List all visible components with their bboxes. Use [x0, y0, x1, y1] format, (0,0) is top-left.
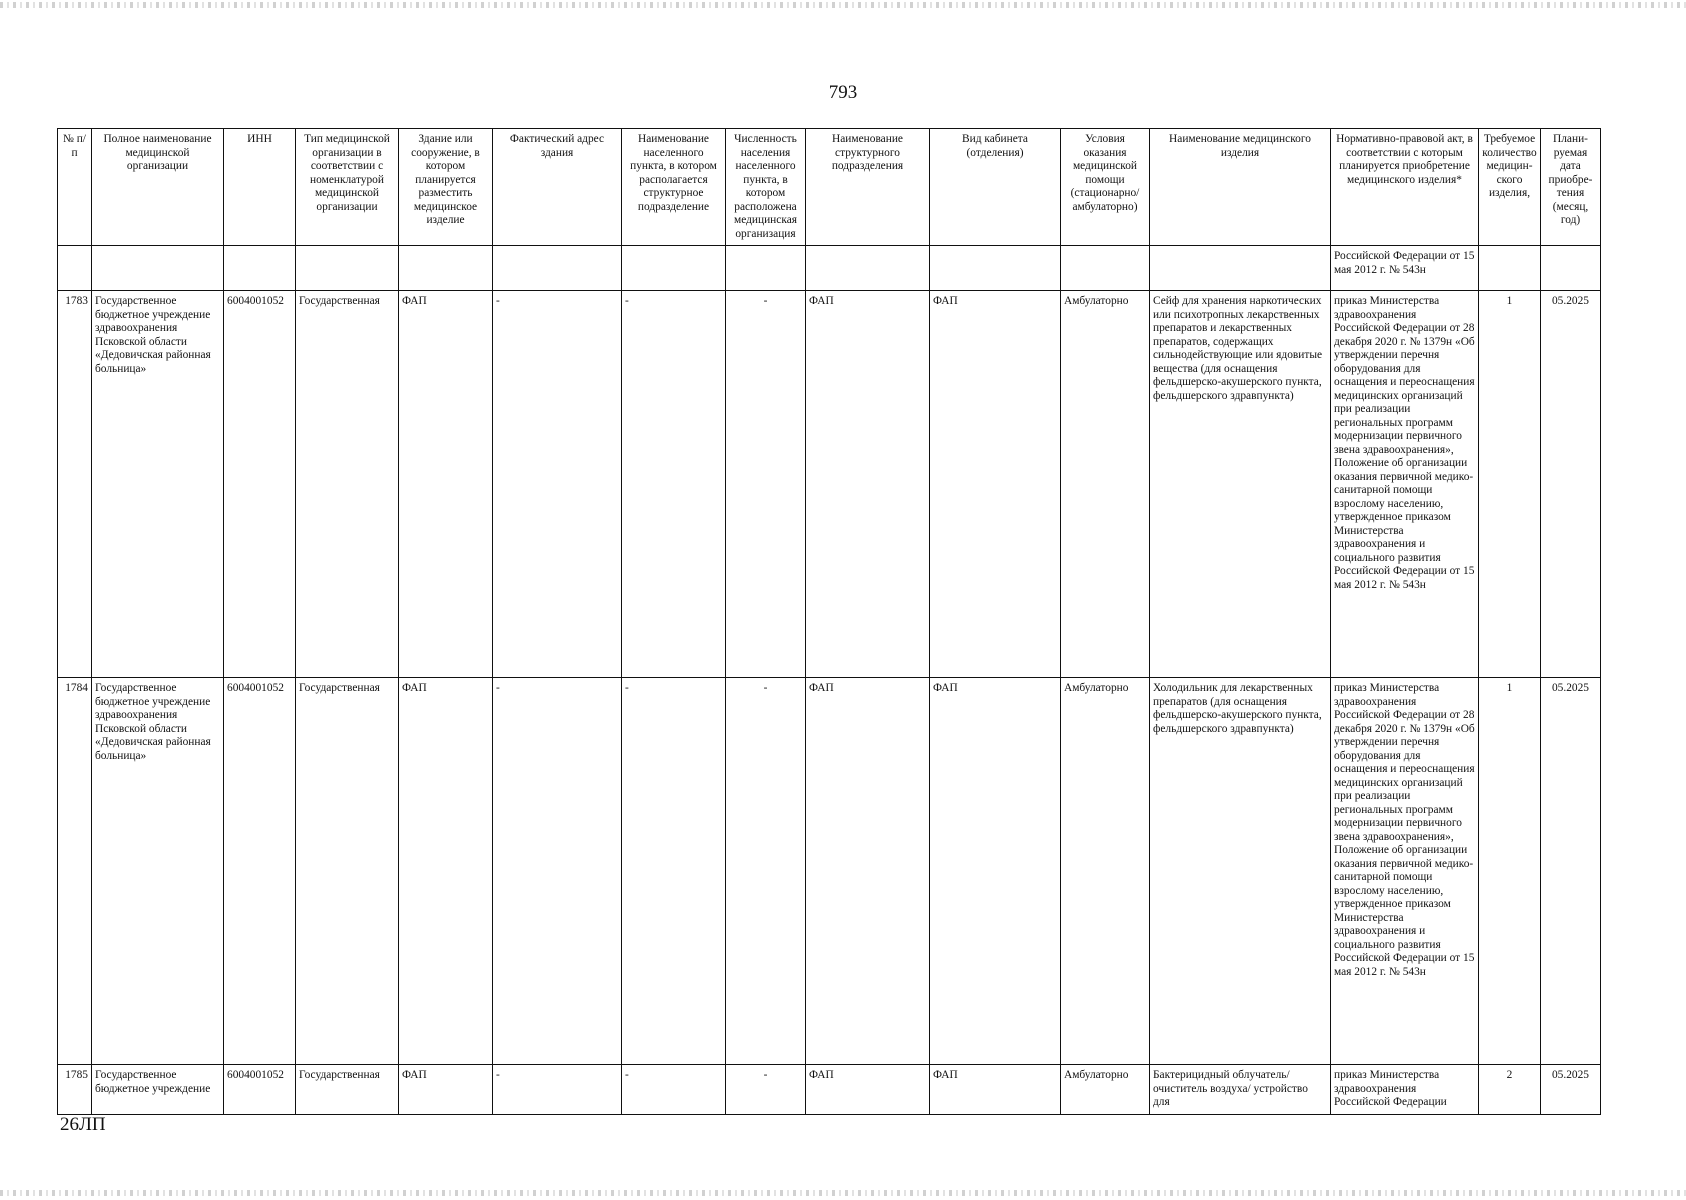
- col-header: ИНН: [224, 129, 296, 246]
- scan-edge-top: [0, 2, 1686, 8]
- cell-address: -: [493, 678, 622, 1065]
- col-header: Наименование населенного пункта, в котором располагается структурное подразделение: [622, 129, 726, 246]
- page-number: 793: [828, 82, 858, 103]
- col-header: Наименование медицинского изделия: [1150, 129, 1331, 246]
- cell-type: Государственная: [296, 1065, 399, 1115]
- col-header: Плани-руемая дата приобре-тения (месяц, год): [1541, 129, 1601, 246]
- cell-num: 1783: [58, 291, 92, 678]
- cell-legal-act: Российской Федерации от 15 мая 2012 г. № 543н: [1331, 246, 1479, 291]
- equipment-table: [57, 128, 1601, 1115]
- col-header: Тип медицинской организации в соответствии с номенклатурой медицинской организации: [296, 129, 399, 246]
- table-header-row: [58, 129, 1601, 246]
- col-header: Полное наименование медицинской организации: [92, 129, 224, 246]
- cell-date: 05.2025: [1541, 1065, 1601, 1115]
- cell-unit: ФАП: [806, 1065, 930, 1115]
- cell-device: Сейф для хранения наркотических или психотропных лекарственных препаратов и лекарственных препаратов, содержащих сильнодействующие или ядовитые вещества (для оснащения фельдшерско-акушерского пункта, фельдшерского здравпункта): [1150, 291, 1331, 678]
- cell-conditions: Амбулаторно: [1061, 678, 1150, 1065]
- footer-code: 26ЛП: [60, 1114, 106, 1135]
- cell-legal-act: приказ Министерства здравоохранения Российской Федерации от 28 декабря 2020 г. № 1379н «Об утверждении перечня оборудования для оснащения и переоснащения медицинских организаций при реализации региональных программ модернизации первичного звена здравоохранения», Положение об организации оказания первичной медико-санитарной помощи взрослому населению, утвержденное приказом Министерства здравоохранения и социального развития Российской Федерации от 15 мая 2012 г. № 543н: [1331, 678, 1479, 1065]
- table-row: [58, 678, 1601, 1065]
- cell-quantity: 1: [1479, 678, 1541, 1065]
- cell-org: Государственное бюджетное учреждение здравоохранения Псковской области «Дедовичская районная больница»: [92, 678, 224, 1065]
- cell-address: -: [493, 291, 622, 678]
- cell-device: Холодильник для лекарственных препаратов (для оснащения фельдшерско-акушерского пункта, фельдшерского здравпункта): [1150, 678, 1331, 1065]
- col-header: № п/п: [58, 129, 92, 246]
- cell-org: Государственное бюджетное учреждение здравоохранения Псковской области «Дедовичская районная больница»: [92, 291, 224, 678]
- cell-locality: -: [622, 678, 726, 1065]
- cell-num: 1784: [58, 678, 92, 1065]
- cell-quantity: 2: [1479, 1065, 1541, 1115]
- cell-building: ФАП: [399, 291, 493, 678]
- col-header: Вид кабинета (отделения): [930, 129, 1061, 246]
- cell-unit: ФАП: [806, 291, 930, 678]
- cell-locality: -: [622, 1065, 726, 1115]
- table-row: [58, 1065, 1601, 1115]
- cell-inn: 6004001052: [224, 291, 296, 678]
- cell-building: ФАП: [399, 1065, 493, 1115]
- cell-quantity: 1: [1479, 291, 1541, 678]
- cell-type: Государственная: [296, 678, 399, 1065]
- col-header: Требуемое количество медицин-ского изделия,: [1479, 129, 1541, 246]
- col-header: Численность населения населенного пункта, в котором расположена медицинская организация: [726, 129, 806, 246]
- scan-edge-bottom: [0, 1190, 1686, 1196]
- cell-org: Государственное бюджетное учреждение: [92, 1065, 224, 1115]
- cell-address: -: [493, 1065, 622, 1115]
- col-header: Здание или сооружение, в котором планируется разместить медицинское изделие: [399, 129, 493, 246]
- cell-population: -: [726, 1065, 806, 1115]
- cell-conditions: Амбулаторно: [1061, 1065, 1150, 1115]
- cell-cabinet: ФАП: [930, 291, 1061, 678]
- cell-num: 1785: [58, 1065, 92, 1115]
- col-header: Условия оказания медицинской помощи (стационарно/ амбулаторно): [1061, 129, 1150, 246]
- table-row-continuation: [58, 246, 1601, 291]
- cell-building: ФАП: [399, 678, 493, 1065]
- cell-legal-act: приказ Министерства здравоохранения Российской Федерации: [1331, 1065, 1479, 1115]
- cell-unit: ФАП: [806, 678, 930, 1065]
- cell-population: -: [726, 678, 806, 1065]
- cell-inn: 6004001052: [224, 1065, 296, 1115]
- cell-type: Государственная: [296, 291, 399, 678]
- cell-population: -: [726, 291, 806, 678]
- col-header: Наименование структурного подразделения: [806, 129, 930, 246]
- cell-locality: -: [622, 291, 726, 678]
- cell-inn: 6004001052: [224, 678, 296, 1065]
- cell-legal-act: приказ Министерства здравоохранения Российской Федерации от 28 декабря 2020 г. № 1379н «Об утверждении перечня оборудования для оснащения и переоснащения медицинских организаций при реализации региональных программ модернизации первичного звена здравоохранения», Положение об организации оказания первичной медико-санитарной помощи взрослому населению, утвержденное приказом Министерства здравоохранения и социального развития Российской Федерации от 15 мая 2012 г. № 543н: [1331, 291, 1479, 678]
- cell-cabinet: ФАП: [930, 678, 1061, 1065]
- cell-conditions: Амбулаторно: [1061, 291, 1150, 678]
- table-row: [58, 291, 1601, 678]
- col-header: Фактический адрес здания: [493, 129, 622, 246]
- cell-device: Бактерицидный облучатель/ очиститель воздуха/ устройство для: [1150, 1065, 1331, 1115]
- cell-date: 05.2025: [1541, 291, 1601, 678]
- col-header: Нормативно-правовой акт, в соответствии с которым планируется приобретение медицинского изделия*: [1331, 129, 1479, 246]
- cell-cabinet: ФАП: [930, 1065, 1061, 1115]
- cell-date: 05.2025: [1541, 678, 1601, 1065]
